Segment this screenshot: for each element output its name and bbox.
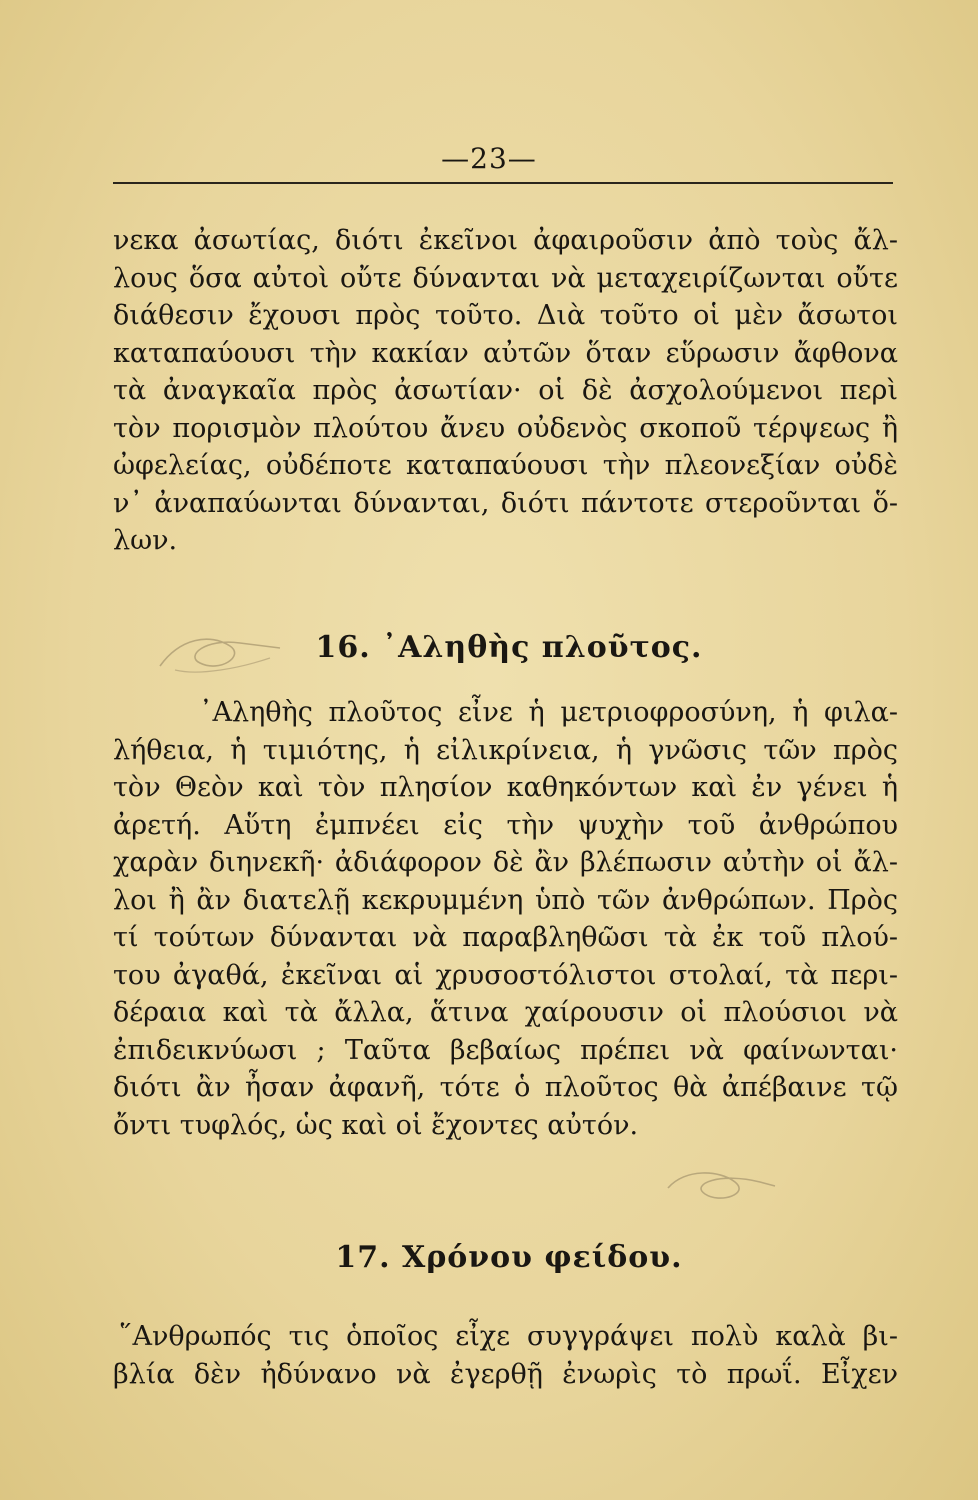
text-line: νεκα ἀσωτίας, διότι ἐκεῖνοι ἀφαιροῦσιν ἀπὸ τοὺς ἄλ-: [113, 225, 898, 256]
text-line: τί τούτων δύνανται νὰ παραβληθῶσι τὰ ἐκ τοῦ πλού-: [113, 922, 898, 953]
paragraph-3: [113, 1318, 898, 1393]
text-line: τὰ ἀναγκαῖα πρὸς ἀσωτίαν· οἱ δὲ ἀσχολούμενοι περὶ: [113, 375, 898, 406]
section-heading-16: 16. ᾿Αληθὴς πλοῦτος.: [315, 630, 703, 665]
paragraph-2: [113, 694, 898, 1144]
text-line: καταπαύουσι τὴν κακίαν αὐτῶν ὅταν εὕρωσιν ἄφθονα: [113, 337, 898, 369]
text-line: τὸν πορισμὸν πλούτου ἄνευ οὐδενὸς σκοποῦ τέρψεως ἢ: [113, 412, 898, 444]
text-line: ἐπιδεικνύωσι ; Ταῦτα βεβαίως πρέπει νὰ φαίνωνται·: [113, 1034, 898, 1066]
text-line: χαρὰν διηνεκῆ· ἀδιάφορον δὲ ἂν βλέπωσιν αὐτὴν οἱ ἄλ-: [113, 847, 898, 878]
text-line: λων.: [113, 525, 178, 556]
header-rule: [113, 182, 893, 184]
text-line: βλία δὲν ἠδύνανο νὰ ἐγερθῇ ἐνωρὶς τὸ πρωΐ. Εἶχεν: [113, 1358, 898, 1390]
section-heading-17: 17. Χρόνου φείδου.: [335, 1240, 683, 1275]
page-number: —23—: [441, 142, 537, 175]
text-line: ὠφελείας, οὐδέποτε καταπαύουσι τὴν πλεονεξίαν οὐδὲ: [113, 450, 898, 481]
pencil-scribble-icon: [660, 1160, 780, 1210]
text-line: τὸν Θεὸν καὶ τὸν πλησίον καθηκόντων καὶ ἐν γένει ἡ: [113, 772, 898, 803]
paragraph-1: [113, 222, 898, 560]
text-line: λους ὅσα αὐτοὶ οὔτε δύνανται νὰ μεταχειρίζωνται οὔτε: [113, 262, 898, 294]
text-line: ν᾿ ἀναπαύωνται δύνανται, διότι πάντοτε στεροῦνται ὅ-: [113, 487, 898, 519]
text-line: του ἀγαθά, ἐκεῖναι αἱ χρυσοστόλιστοι στολαί, τὰ περι-: [113, 959, 898, 991]
text-line: ῞Ανθρωπός τις ὁποῖος εἶχε συγγράψει πολὺ καλὰ βι-: [119, 1321, 898, 1352]
text-line: διάθεσιν ἔχουσι πρὸς τοῦτο. Διὰ τοῦτο οἱ μὲν ἄσωτοι: [113, 300, 898, 331]
text-line: ᾿Αληθὴς πλοῦτος εἶνε ἡ μετριοφροσύνη, ἡ φιλα-: [199, 697, 898, 728]
text-line: ἀρετή. Αὕτη ἐμπνέει εἰς τὴν ψυχὴν τοῦ ἀνθρώπου: [113, 809, 898, 841]
text-line: διότι ἂν ἦσαν ἀφανῆ, τότε ὁ πλοῦτος θὰ ἀπέβαινε τῷ: [113, 1072, 898, 1103]
text-line: λήθεια, ἡ τιμιότης, ἡ εἰλικρίνεια, ἡ γνῶσις τῶν πρὸς: [113, 734, 898, 766]
text-line: λοι ἢ ἂν διατελῇ κεκρυμμένη ὑπὸ τῶν ἀνθρώπων. Πρὸς: [113, 884, 898, 916]
text-line: ὄντι τυφλός, ὡς καὶ οἱ ἔχοντες αὐτόν.: [113, 1109, 639, 1141]
text-line: δέραια καὶ τὰ ἄλλα, ἅτινα χαίρουσιν οἱ πλούσιοι νὰ: [113, 997, 898, 1028]
